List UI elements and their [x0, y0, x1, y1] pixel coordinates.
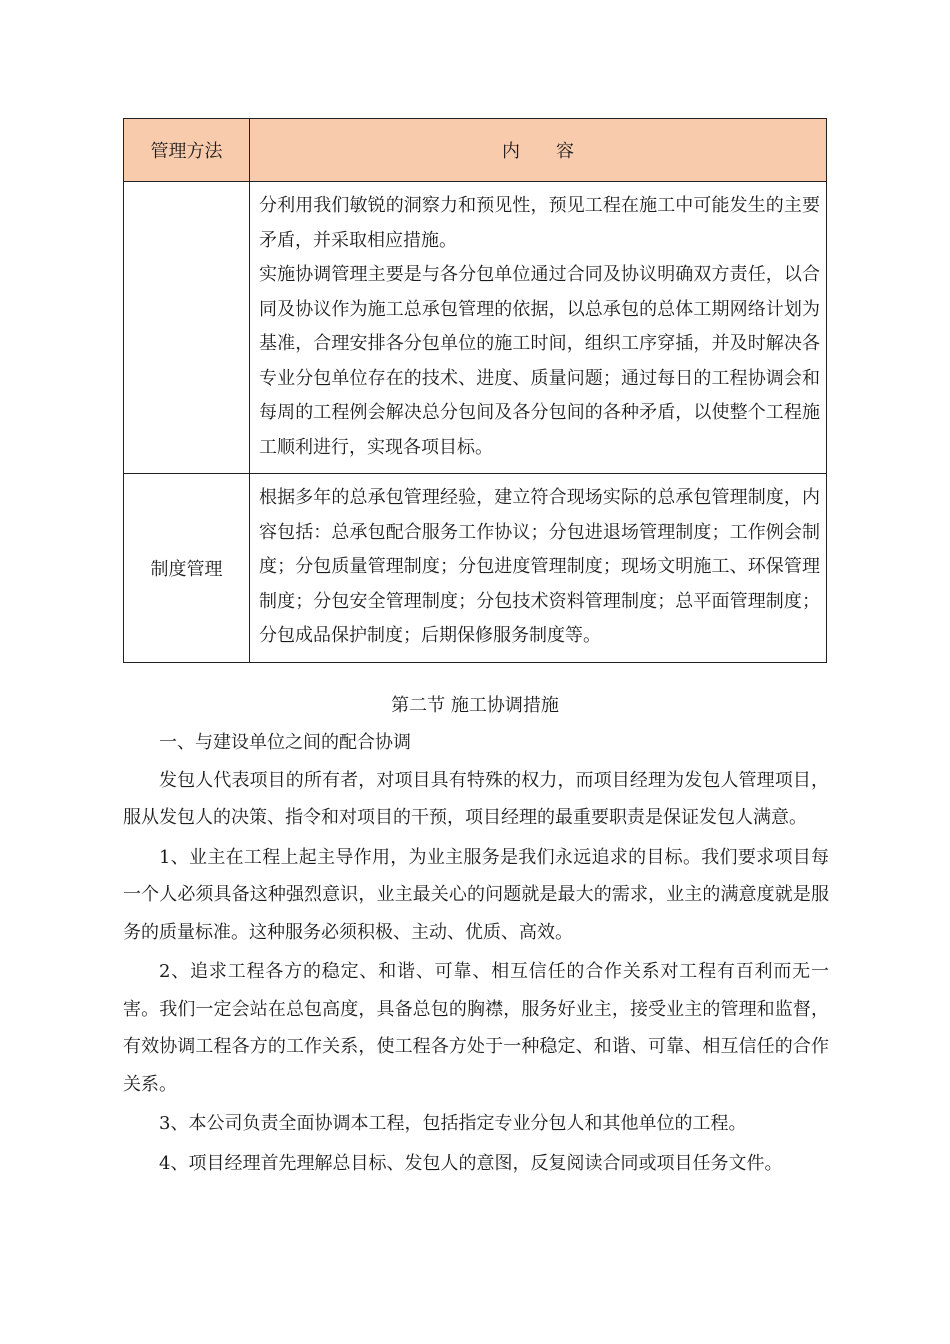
management-table — [123, 118, 827, 663]
subheading: 一、与建设单位之间的配合协调 — [159, 732, 411, 753]
content-paragraph: 分利用我们敏锐的洞察力和预见性，预见工程在施工中可能发生的主要矛盾，并采取相应措施。 — [259, 195, 820, 251]
body-paragraph: 发包人代表项目的所有者，对项目具有特殊的权力，而项目经理为发包人管理项目，服从发包人的决策、指令和对项目的干预，项目经理的最重要职责是保证发包人满意。 — [123, 769, 829, 828]
content-paragraph: 实施协调管理主要是与各分包单位通过合同及协议明确双方责任，以合同及协议作为施工总承包管理的依据，以总承包的总体工期网络计划为基准，合理安排各分包单位的施工时间，组织工序穿插，并及时解决各专业分包单位存在的技术、进度、质量问题；通过每日的工程协调会和每周的工程例会解决总分包间及各分包间的各种矛盾，以使整个工程施工顺利进行，实现各项目标。 — [259, 264, 820, 458]
table-row — [124, 182, 827, 474]
header-method: 管理方法 — [124, 119, 250, 182]
body-paragraph: 3、本公司负责全面协调本工程，包括指定专业分包人和其他单位的工程。 — [159, 1113, 747, 1134]
body-paragraph: 1、业主在工程上起主导作用，为业主服务是我们永远追求的目标。我们要求项目每一个人必须具备这种强烈意识，业主最关心的问题就是最大的需求，业主的满意度就是服务的质量标准。这种服务必须积极、主动、优质、高效。 — [123, 846, 829, 943]
row-method-cell: 制度管理 — [124, 474, 250, 663]
row-content-cell — [250, 182, 827, 474]
body-paragraph: 4、项目经理首先理解总目标、发包人的意图，反复阅读合同或项目任务文件。 — [159, 1152, 783, 1174]
row-method-cell — [124, 182, 250, 474]
row-content-cell — [250, 474, 827, 663]
table-header-row — [124, 119, 827, 182]
section-title: 第二节 施工协调措施 — [391, 695, 559, 716]
content-paragraph: 根据多年的总承包管理经验，建立符合现场实际的总承包管理制度，内容包括：总承包配合服务工作协议；分包进退场管理制度；工作例会制度；分包质量管理制度；分包进度管理制度；现场文明施工、环保管理制度；分包安全管理制度；分包技术资料管理制度；总平面管理制度；分包成品保护制度；后期保修服务制度等。 — [259, 487, 820, 646]
header-content: 内 容 — [250, 119, 827, 182]
table-row — [124, 474, 827, 663]
section-body — [123, 724, 829, 1182]
body-paragraph: 2、追求工程各方的稳定、和谐、可靠、相互信任的合作关系对工程有百利而无一害。我们一定会站在总包高度，具备总包的胸襟，服务好业主，接受业主的管理和监督，有效协调工程各方的工作关系，使工程各方处于一种稳定、和谐、可靠、相互信任的合作关系。 — [123, 961, 829, 1095]
